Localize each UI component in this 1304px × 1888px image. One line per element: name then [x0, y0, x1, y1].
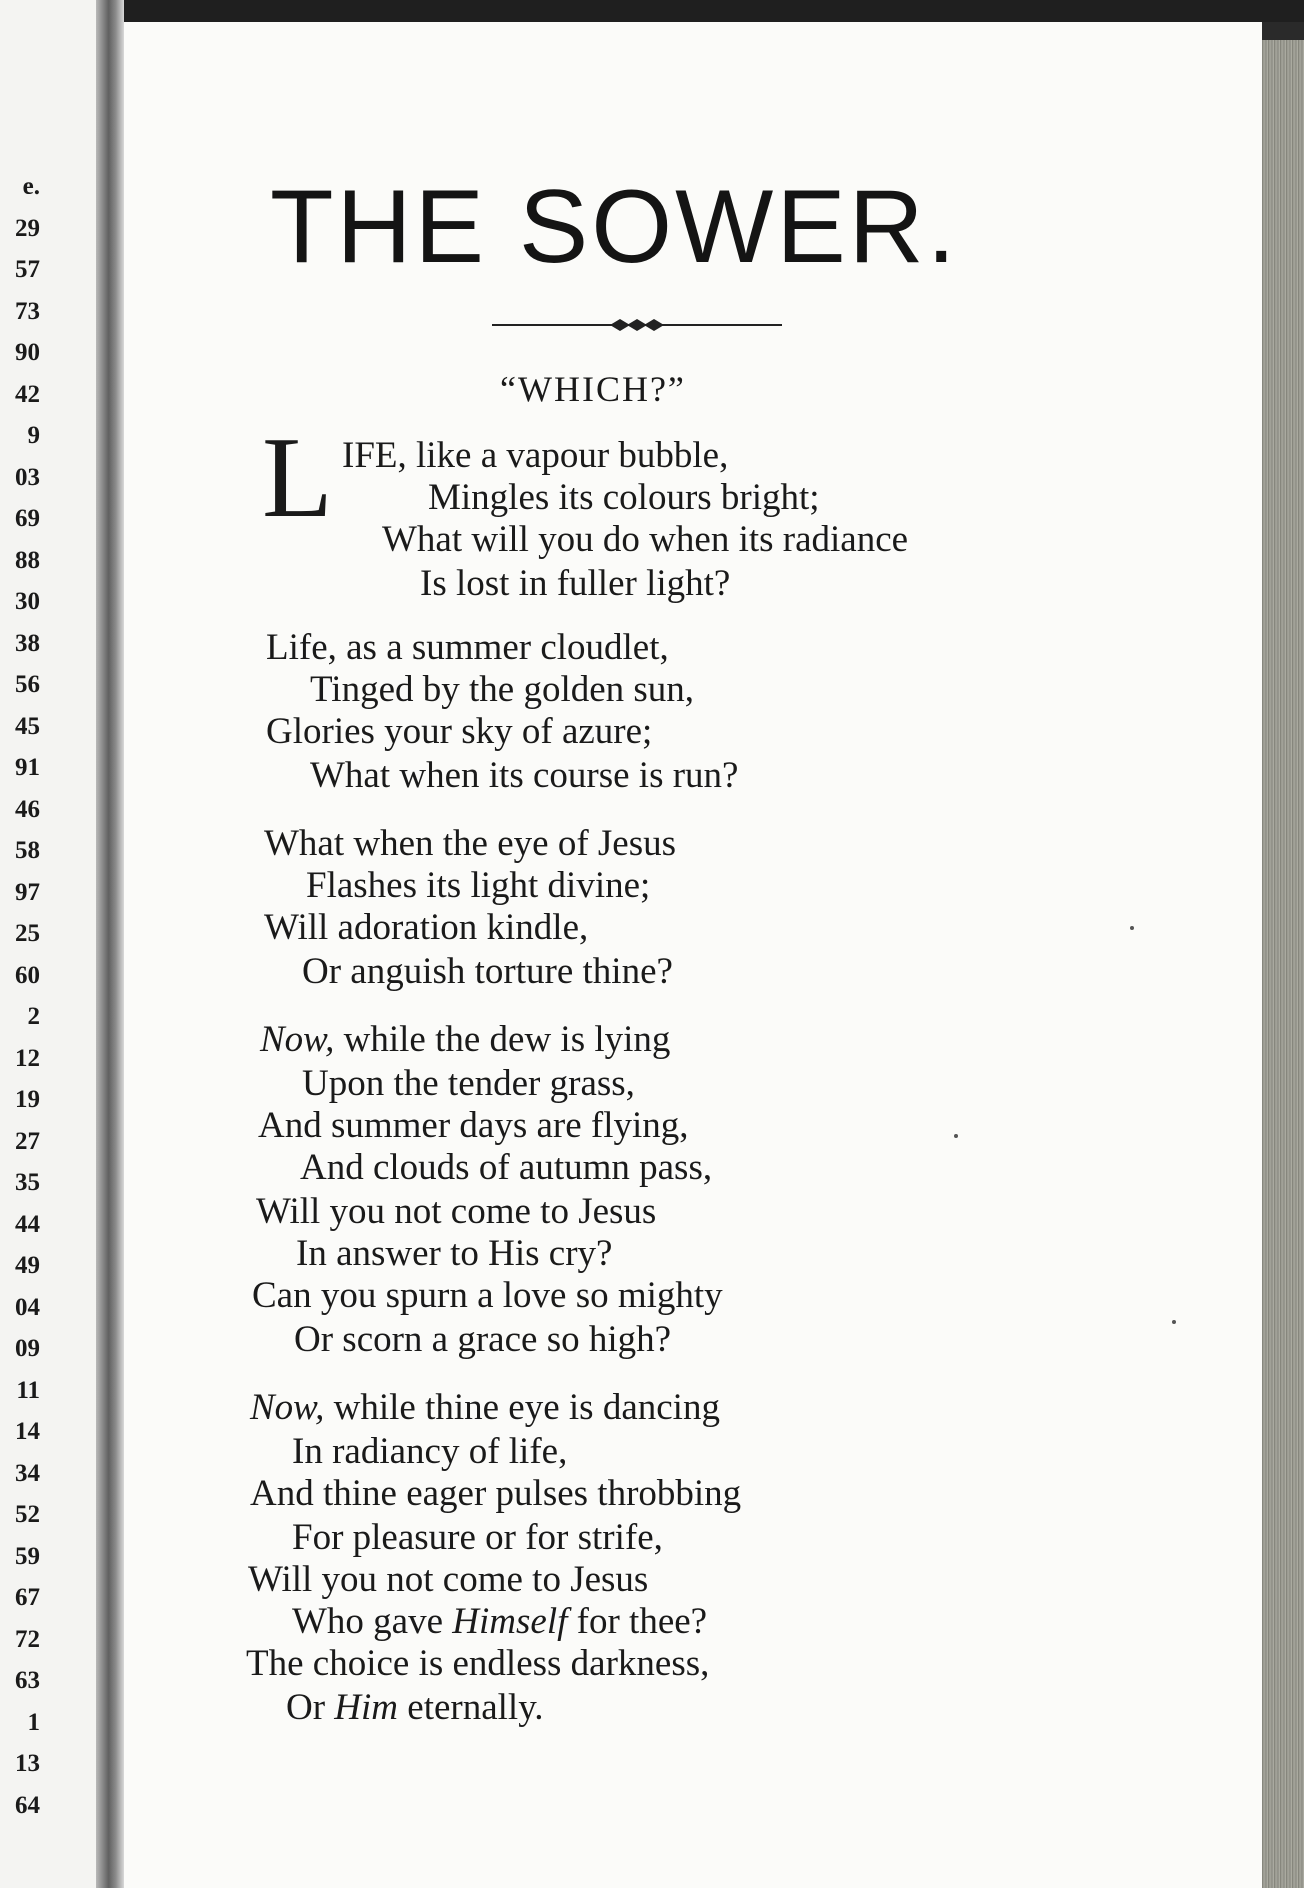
- page-title: THE SOWER.: [270, 169, 959, 285]
- poem-line: Or anguish torture thine?: [302, 951, 673, 992]
- page-number-entry: 42: [15, 380, 40, 408]
- poem-line: Mingles its colours bright;: [428, 477, 820, 518]
- page-number-entry: 97: [15, 878, 40, 906]
- poem-title: “WHICH?”: [500, 369, 686, 409]
- paper-speck: [954, 1134, 958, 1138]
- page-number-entry: 73: [15, 297, 40, 325]
- emphasis-now: Now,: [250, 1387, 325, 1428]
- page-number-entry: 2: [27, 1003, 40, 1030]
- poem-line: [286, 1686, 544, 1729]
- emphasis-himself: Himself: [452, 1601, 568, 1642]
- poem-line: Life, as a summer cloudlet,: [266, 627, 669, 668]
- page-number-entry: 58: [15, 837, 40, 864]
- page-number-entry: 60: [15, 961, 40, 989]
- poem-line: Will adoration kindle,: [264, 907, 589, 948]
- poem-line: Can you spurn a love so mighty: [252, 1275, 723, 1316]
- drop-cap: L: [262, 414, 333, 542]
- page-number-entry: 46: [15, 795, 40, 823]
- page-number-entry: 90: [15, 339, 40, 366]
- poem-line: And summer days are flying,: [258, 1105, 689, 1146]
- page-number-entry: 03: [15, 463, 40, 491]
- poem-line: Tinged by the golden sun,: [310, 669, 695, 710]
- poem-line-text: Who gave: [292, 1601, 453, 1642]
- poem-line: Upon the tender grass,: [302, 1063, 635, 1104]
- poem-line-text: while thine eye is dancing: [324, 1387, 720, 1428]
- page-number-entry: 14: [15, 1418, 40, 1445]
- emphasis-now: Now,: [260, 1019, 335, 1060]
- poem-line: What when its course is run?: [310, 755, 739, 796]
- page-number-entry: 52: [15, 1501, 40, 1528]
- page-number-entry: 64: [15, 1791, 40, 1819]
- page-number-entry: 25: [15, 920, 40, 947]
- page-edges: [1262, 40, 1304, 1888]
- page-number-entry: 57: [15, 256, 40, 283]
- page-number-entry: 49: [15, 1252, 40, 1279]
- poem-line-text: eternally.: [398, 1687, 544, 1728]
- poem-line: Will you not come to Jesus: [248, 1559, 649, 1600]
- poem-line-text: Or: [286, 1687, 335, 1728]
- poem-line: For pleasure or for strife,: [292, 1517, 663, 1558]
- emphasis-him: Him: [334, 1687, 399, 1728]
- page-number-entry: 29: [15, 214, 40, 242]
- page-number-entry: 30: [15, 588, 40, 615]
- page-number-entry: 34: [15, 1459, 40, 1487]
- poem-line-text: for thee?: [567, 1601, 708, 1642]
- page-number-entry: 88: [15, 546, 40, 574]
- poem-line: Glories your sky of azure;: [266, 711, 653, 752]
- poem-line: Flashes its light divine;: [306, 865, 651, 906]
- page-number-entry: 44: [15, 1210, 40, 1238]
- page-number-entry: 72: [15, 1625, 40, 1653]
- previous-page: [0, 0, 108, 1888]
- poem-line: [260, 1018, 670, 1061]
- page-number-entry: 09: [15, 1335, 40, 1362]
- page-number-entry: 59: [15, 1542, 40, 1570]
- page-number-entry: 38: [15, 629, 40, 657]
- poem-line: Or scorn a grace so high?: [294, 1319, 672, 1360]
- page-number-entry: 9: [27, 422, 40, 449]
- page-number-entry: e.: [22, 173, 40, 200]
- poem-line: In answer to His cry?: [296, 1233, 613, 1274]
- poem-line: What will you do when its radiance: [382, 519, 909, 560]
- book-gutter: [96, 0, 124, 1888]
- page-number-entry: 19: [15, 1086, 40, 1113]
- page-number-entry: 63: [15, 1667, 40, 1694]
- page-number-entry: 12: [15, 1044, 40, 1072]
- poem-line: Will you not come to Jesus: [256, 1191, 657, 1232]
- page-number-entry: 13: [15, 1750, 40, 1777]
- poem-line: What when the eye of Jesus: [264, 823, 677, 864]
- paper-speck: [1130, 926, 1134, 930]
- page-number-entry: 45: [15, 712, 40, 740]
- page-number-entry: 69: [15, 505, 40, 532]
- poem-line-text: while the dew is lying: [334, 1019, 671, 1060]
- poem-line: [250, 1386, 720, 1429]
- paper-speck: [1172, 1320, 1176, 1324]
- poem-line: And thine eager pulses throbbing: [250, 1473, 742, 1514]
- poem-line: Is lost in fuller light?: [420, 563, 731, 604]
- page-number-entry: 1: [27, 1708, 40, 1736]
- ornament-divider: [492, 318, 782, 332]
- page-number-entry: 27: [15, 1127, 40, 1155]
- page-number-entry: 91: [15, 754, 40, 781]
- poem-line: And clouds of autumn pass,: [300, 1147, 713, 1188]
- page-number-entry: 56: [15, 671, 40, 698]
- poem-line: The choice is endless darkness,: [246, 1643, 710, 1684]
- poem-line: [292, 1600, 707, 1643]
- page-number-entry: 04: [15, 1293, 40, 1321]
- page-number-entry: 35: [15, 1169, 40, 1196]
- previous-page-numbers: [0, 166, 40, 1826]
- poem-line: IFE, like a vapour bubble,: [342, 435, 729, 476]
- poem-line: In radiancy of life,: [292, 1431, 568, 1472]
- top-shadow: [124, 0, 1304, 22]
- page-number-entry: 11: [16, 1376, 40, 1404]
- page-number-entry: 67: [15, 1584, 40, 1611]
